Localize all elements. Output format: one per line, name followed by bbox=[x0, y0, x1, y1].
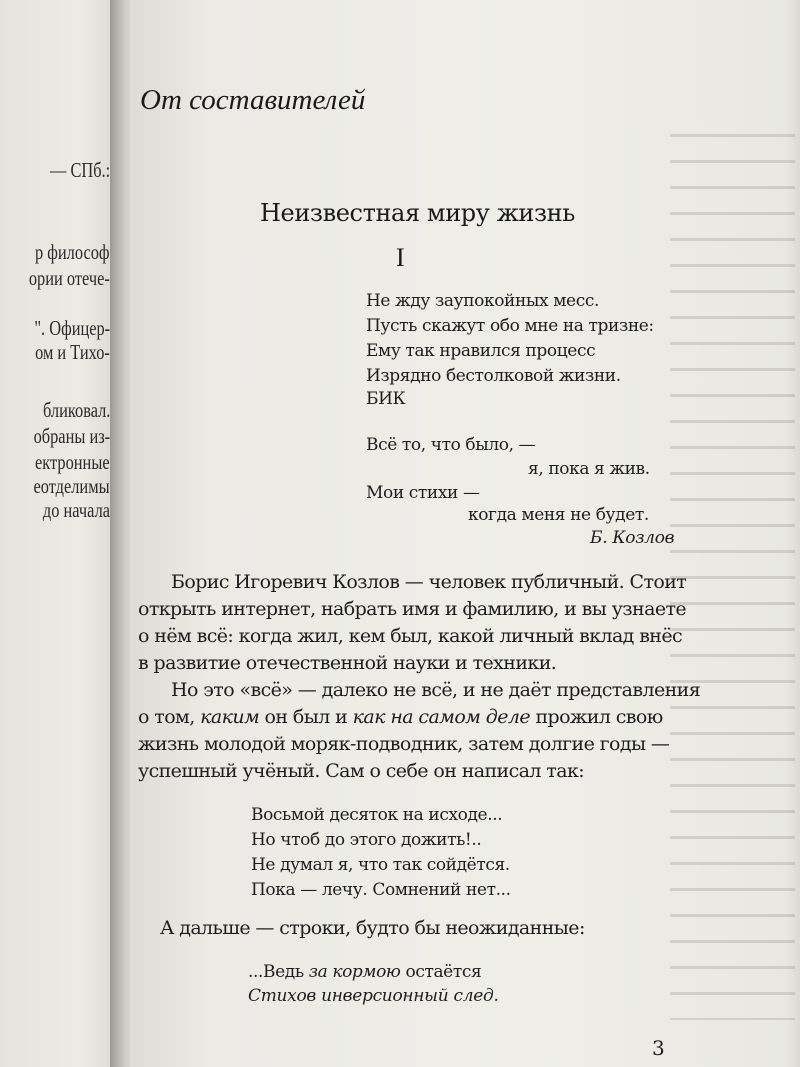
paragraph-line: о том, каким он был и как на самом деле прожил свою bbox=[138, 706, 663, 728]
epigraph-line: когда меня не будет. bbox=[468, 505, 649, 525]
epigraph-signature: Б. Козлов bbox=[590, 528, 675, 548]
epigraph-line: я, пока я жив. bbox=[528, 459, 650, 479]
page-number: 3 bbox=[652, 1036, 665, 1060]
section-title: От составителей bbox=[140, 84, 366, 116]
left-page-fragment: еотделимы bbox=[33, 474, 110, 498]
paragraph-line: успешный учёный. Сам о себе он написал так: bbox=[138, 760, 585, 782]
epigraph-line: Изрядно бестолковой жизни. bbox=[366, 366, 621, 386]
paragraph-line: Борис Игоревич Козлов — человек публичный. Стоит bbox=[171, 571, 687, 593]
left-page bbox=[0, 0, 118, 1067]
page-edge-shadow bbox=[786, 0, 800, 1067]
left-page-fragment: до начала bbox=[42, 498, 110, 522]
epigraph-line: Ему так нравился процесс bbox=[366, 341, 596, 361]
paragraph-line: Но это «всё» — далеко не всё, и не даёт представления bbox=[171, 679, 701, 701]
poem-line: Не думал я, что так сойдётся. bbox=[251, 855, 510, 875]
poem-line: Пока — лечу. Сомнений нет... bbox=[251, 880, 511, 900]
paragraph-line: жизнь молодой моряк-подводник, затем долгие годы — bbox=[138, 733, 670, 755]
epigraph-signature: БИК bbox=[366, 389, 406, 409]
paragraph-line: А дальше — строки, будто бы неожиданные: bbox=[160, 917, 585, 939]
epigraph-line: Всё то, что было, — bbox=[366, 435, 536, 455]
left-page-fragment: ории отече- bbox=[29, 266, 110, 290]
poem-line: Но чтоб до этого дожить!.. bbox=[251, 830, 482, 850]
left-page-fragment: — СПб.: bbox=[49, 158, 110, 182]
left-page-fragment: р философ bbox=[35, 240, 110, 264]
left-page-fragment: обраны из- bbox=[33, 424, 110, 448]
right-page bbox=[130, 0, 800, 1067]
paragraph-line: о нём всё: когда жил, кем был, какой личный вклад внёс bbox=[138, 625, 683, 647]
poem-line: ...Ведь за кормою остаётся bbox=[248, 962, 482, 982]
part-number: I bbox=[396, 243, 405, 272]
epigraph-line: Пусть скажут обо мне на тризне: bbox=[366, 316, 654, 336]
poem-line: Стихов инверсионный след. bbox=[248, 986, 499, 1006]
poem-line: Восьмой десяток на исходе... bbox=[251, 805, 503, 825]
epigraph-line: Не жду заупокойных месс. bbox=[366, 291, 599, 311]
essay-title: Неизвестная миру жизнь bbox=[260, 199, 575, 227]
left-page-fragment: ом и Тихо- bbox=[35, 340, 110, 364]
left-page-fragment: ектронные bbox=[35, 450, 110, 474]
paragraph-line: в развитие отечественной науки и техники. bbox=[138, 652, 557, 674]
epigraph-line: Мои стихи — bbox=[366, 483, 480, 503]
left-page-fragment: ". Офицер- bbox=[34, 316, 110, 340]
bleed-through-shadow bbox=[670, 120, 795, 1020]
paragraph-line: открыть интернет, набрать имя и фамилию, и вы узнаете bbox=[138, 598, 687, 620]
left-page-fragment: бликовал. bbox=[42, 398, 110, 422]
